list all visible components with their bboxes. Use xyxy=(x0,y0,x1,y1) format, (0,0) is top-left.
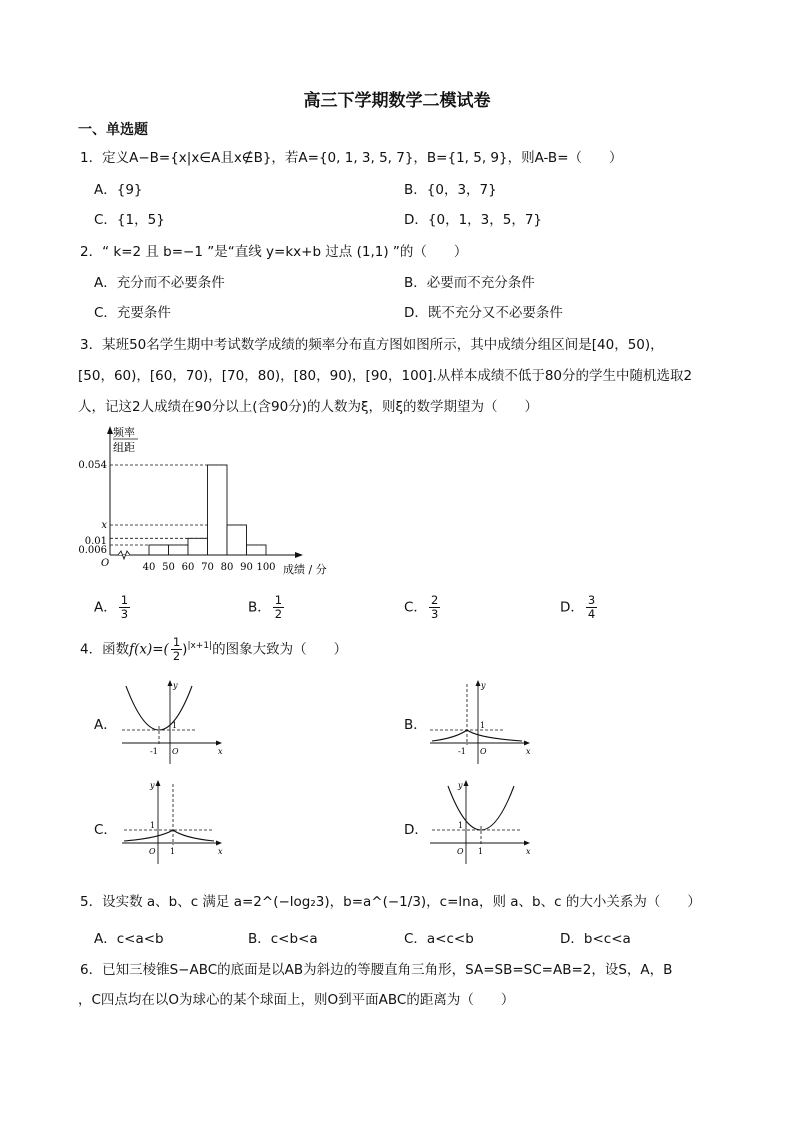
q5-option-d: D．b<c<a xyxy=(560,931,631,947)
ytick-0054: 0.054 xyxy=(78,460,107,471)
q3-option-b xyxy=(248,594,284,621)
axis-break-mark xyxy=(118,551,130,559)
x-tick-labels xyxy=(143,562,276,573)
q3-option-d xyxy=(560,594,597,621)
graph-b-x-label: x xyxy=(526,747,531,756)
y-label-bottom: 组距 xyxy=(113,441,135,454)
q4-text-after: 的图象大致为（ ） xyxy=(212,641,348,658)
q1-option-d: D．{0，1，3，5，7} xyxy=(404,212,543,228)
q4-graph-a xyxy=(118,676,228,766)
q5-option-b: B．c<b<a xyxy=(248,931,318,947)
ytick-x: x xyxy=(101,520,107,531)
graph-b-tick-neg1: -1 xyxy=(458,747,466,756)
x-axis-arrow xyxy=(295,552,303,558)
graph-b-curve xyxy=(432,730,522,741)
histogram-bar-1 xyxy=(169,545,189,555)
question-3-line-2: [50，60)，[60，70)，[70，80)，[80，90)，[90，100].从样本成绩不低于80分的学生中随机选取2 xyxy=(78,368,693,384)
graph-b-y-label: y xyxy=(481,681,486,690)
q3-b-numerator: 1 xyxy=(274,593,283,607)
xtick-label-90: 90 xyxy=(240,562,253,573)
x-axis-label: 成绩 / 分 xyxy=(283,563,327,576)
histogram-bar-0 xyxy=(149,545,169,555)
histogram-bars xyxy=(149,465,266,555)
graph-d-x-arrow xyxy=(524,841,530,846)
q3-option-d-prefix: D． xyxy=(560,599,584,616)
histogram-bar-3 xyxy=(208,465,228,555)
q2-option-c: C．充要条件 xyxy=(94,305,171,321)
y-tick-labels xyxy=(78,460,107,556)
q3-b-denominator: 2 xyxy=(274,607,283,621)
graph-a-x-arrow xyxy=(216,741,222,746)
q4-function: f(x)=( xyxy=(129,641,169,658)
graph-a-y-arrow xyxy=(168,680,173,686)
graph-d-origin: O xyxy=(457,847,464,856)
q4-text-before: 4．函数 xyxy=(80,641,130,658)
y-label-top: 频率 xyxy=(113,426,135,439)
graph-d-tick-1: 1 xyxy=(458,821,464,830)
graph-c-x-arrow xyxy=(216,841,222,846)
origin-label: O xyxy=(101,558,110,569)
histogram-bar-4 xyxy=(227,525,247,555)
q3-option-c xyxy=(404,594,440,621)
graph-b-origin: O xyxy=(480,747,487,756)
graph-c-tick-x1: 1 xyxy=(170,847,176,856)
q3-option-a-fraction xyxy=(119,594,130,621)
xtick-label-40: 40 xyxy=(142,562,156,573)
q4-denominator: 2 xyxy=(172,649,181,663)
graph-c-curve xyxy=(124,830,214,841)
graph-b-tick-1: 1 xyxy=(480,721,486,730)
graph-b-y-arrow xyxy=(476,680,481,686)
xtick-label-100: 100 xyxy=(256,562,276,573)
graph-c-y-arrow xyxy=(156,780,161,786)
question-3-line-3: 人，记这2人成绩在90分以上(含90分)的人数为ξ，则ξ的数学期望为（ ） xyxy=(78,399,539,415)
question-5-text: 5．设实数 a、b、c 满足 a=2^(−log₂3)，b=a^(−1/3)，c=lna，则 a、b、c 的大小关系为（ ） xyxy=(80,894,701,910)
ytick-001: 0.01 xyxy=(84,536,107,547)
question-4-text: 4．函数f(x)=( $\frac{1}{2}$ )$^{|x+1|}$的图象大致为（ ） xyxy=(80,635,348,663)
graph-c-y-label: y xyxy=(150,781,155,790)
q4-exponent: |x+1| xyxy=(187,641,213,651)
q3-option-d-fraction xyxy=(586,594,597,621)
q3-c-denominator: 3 xyxy=(430,607,439,621)
graph-a-tick-neg1: -1 xyxy=(150,747,158,756)
graph-b-x-arrow xyxy=(524,741,530,746)
q3-a-numerator: 1 xyxy=(120,593,129,607)
graph-c-tick-1: 1 xyxy=(150,821,156,830)
q4-option-d-label: D． xyxy=(404,822,428,838)
section-heading: 一、单选题 xyxy=(78,122,148,138)
q5-option-c: C．a<c<b xyxy=(404,931,474,947)
question-6-line-1: 6．已知三棱锥S−ABC的底面是以AB为斜边的等腰直角三角形，SA=SB=SC=AB=2，设S，A，B xyxy=(80,962,673,978)
q4-numerator: 1 xyxy=(172,635,181,649)
q4-graph-c xyxy=(118,776,228,866)
graph-c-x-label: x xyxy=(218,847,223,856)
q3-a-denominator: 3 xyxy=(120,607,129,621)
q3-option-b-prefix: B． xyxy=(248,599,271,616)
q2-option-d: D．既不充分又不必要条件 xyxy=(404,305,563,321)
q4-option-b-label: B． xyxy=(404,717,427,733)
q3-option-c-prefix: C． xyxy=(404,599,427,616)
graph-a-curve xyxy=(126,686,192,730)
xtick-label-50: 50 xyxy=(162,562,175,573)
graph-a-tick-1: 1 xyxy=(172,721,178,730)
q4-graph-d xyxy=(426,776,536,866)
xtick-label-80: 80 xyxy=(220,562,234,573)
q4-option-a-label: A． xyxy=(94,717,117,733)
y-axis-label xyxy=(113,425,138,454)
q4-graph-b xyxy=(426,676,536,766)
q4-option-c-label: C． xyxy=(94,822,117,838)
ytick-0006: 0.006 xyxy=(78,545,107,556)
graph-d-y-label: y xyxy=(458,781,463,790)
question-2-text: 2．“ k=2 且 b=−1 ”是“直线 y=kx+b 过点 (1,1) ”的（ ） xyxy=(80,244,468,260)
q1-option-c: C．{1，5} xyxy=(94,212,165,228)
graph-d-tick-x1: 1 xyxy=(478,847,484,856)
q3-option-a-prefix: A． xyxy=(94,599,117,616)
q2-option-b: B．必要而不充分条件 xyxy=(404,275,535,291)
q3-option-c-fraction xyxy=(429,594,440,621)
frequency-histogram xyxy=(75,420,365,580)
xtick-label-60: 60 xyxy=(181,562,195,573)
question-1-text: 1．定义A−B={x|x∈A且x∉B}，若A={0, 1, 3, 5, 7}，B={1, 5, 9}，则A-B=（ ） xyxy=(80,150,623,166)
q1-option-b: B．{0，3，7} xyxy=(404,182,497,198)
histogram-bar-5 xyxy=(247,545,267,555)
xtick-label-70: 70 xyxy=(201,562,214,573)
q3-c-numerator: 2 xyxy=(430,593,439,607)
q4-fraction xyxy=(171,636,182,663)
q1-option-a: A．{9} xyxy=(94,182,143,198)
graph-c-origin: O xyxy=(149,847,156,856)
graph-a-y-label: y xyxy=(173,681,178,690)
q3-d-numerator: 3 xyxy=(587,593,596,607)
q3-option-a xyxy=(94,594,130,621)
q3-option-b-fraction xyxy=(273,594,284,621)
q5-option-a: A．c<a<b xyxy=(94,931,164,947)
graph-a-x-label: x xyxy=(218,747,223,756)
q2-option-a: A．充分而不必要条件 xyxy=(94,275,225,291)
graph-a-origin: O xyxy=(172,747,179,756)
question-6-line-2: ，C四点均在以O为球心的某个球面上，则O到平面ABC的距离为（ ） xyxy=(78,992,515,1008)
page-title: 高三下学期数学二模试卷 xyxy=(303,91,491,111)
question-3-line-1: 3．某班50名学生期中考试数学成绩的频率分布直方图如图所示，其中成绩分组区间是[40，50)， xyxy=(80,337,664,353)
histogram-bar-2 xyxy=(188,538,208,555)
graph-d-y-arrow xyxy=(464,780,469,786)
q3-d-denominator: 4 xyxy=(587,607,596,621)
graph-d-x-label: x xyxy=(526,847,531,856)
